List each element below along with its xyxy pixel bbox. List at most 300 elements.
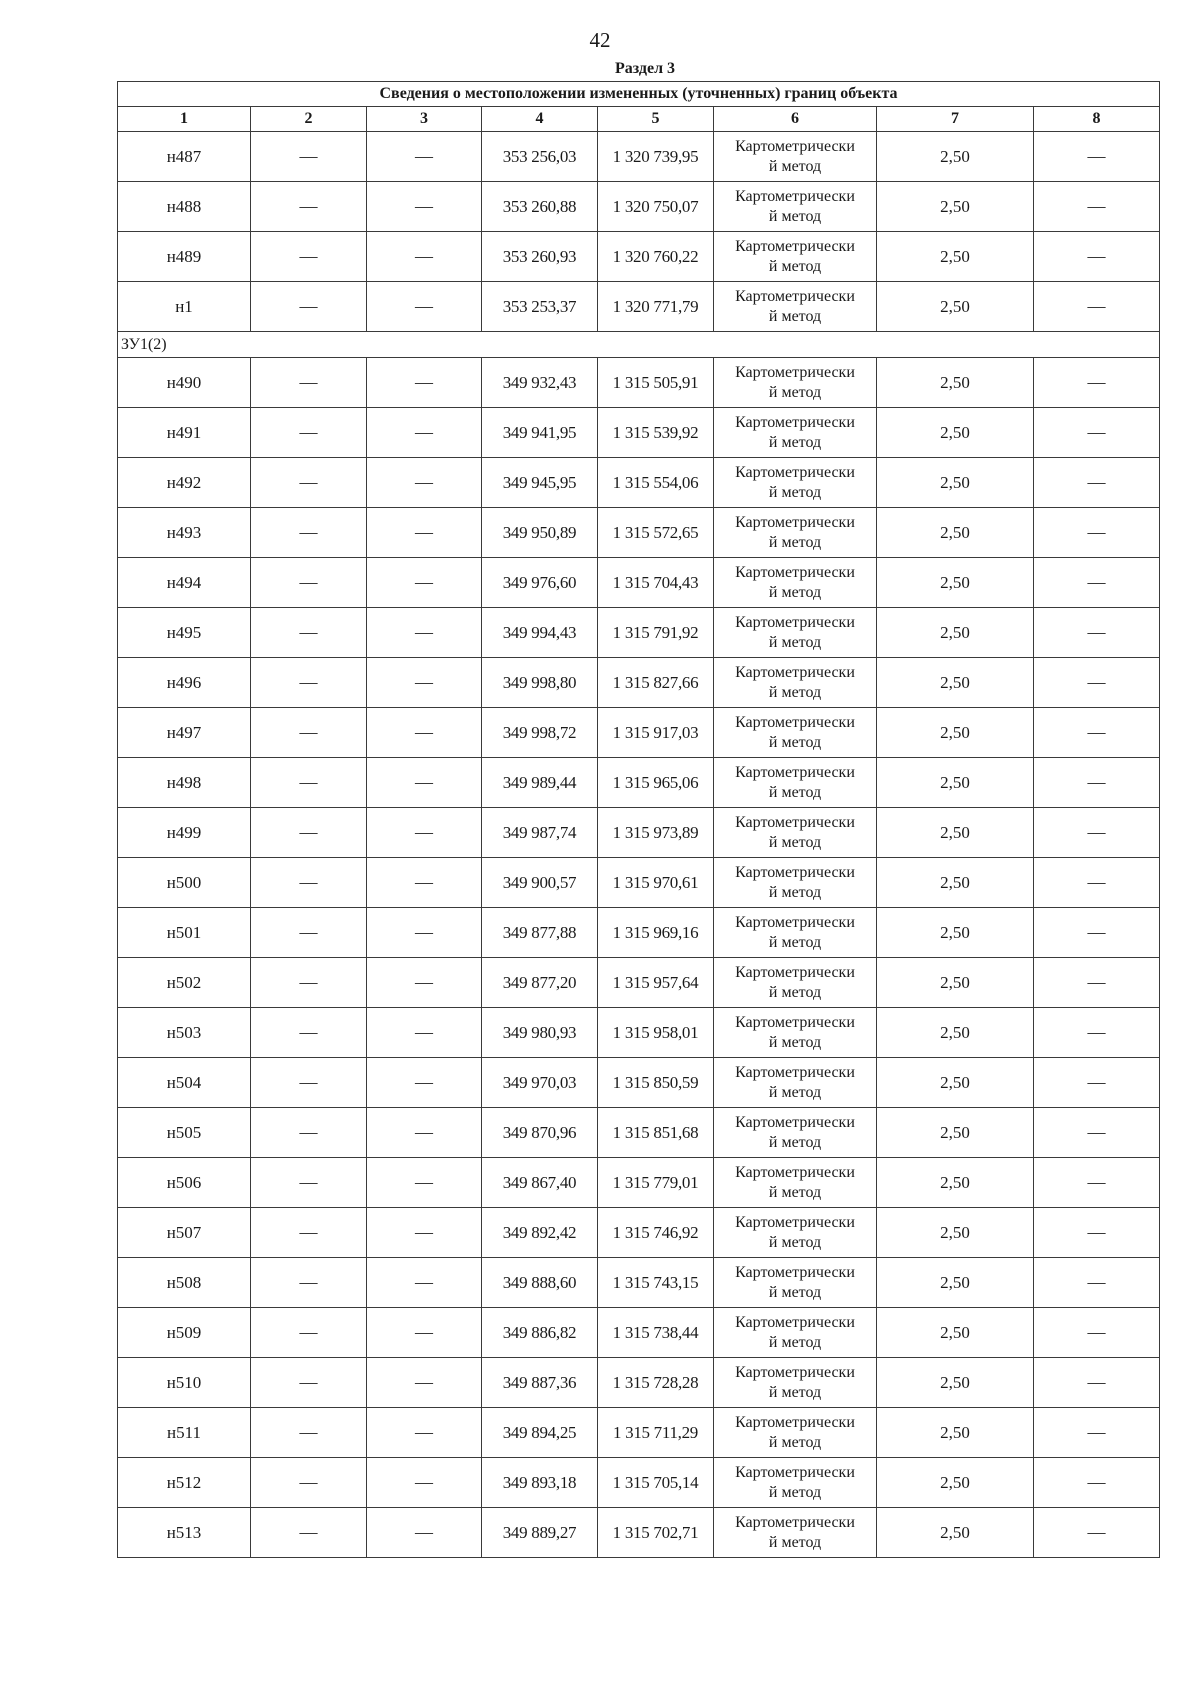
- point-cell: н513: [118, 1508, 251, 1558]
- col2-cell: —: [251, 608, 367, 658]
- x-coordinate-cell: 349 887,36: [482, 1358, 598, 1408]
- method-cell: [714, 1458, 877, 1508]
- y-coordinate-cell: 1 315 957,64: [598, 958, 714, 1008]
- column-number: 3: [367, 107, 482, 132]
- method-cell: [714, 1358, 877, 1408]
- y-coordinate-cell: 1 315 969,16: [598, 908, 714, 958]
- y-coordinate-cell: 1 315 917,03: [598, 708, 714, 758]
- col8-cell: —: [1034, 408, 1160, 458]
- col2-cell: —: [251, 508, 367, 558]
- col2-cell: —: [251, 408, 367, 458]
- accuracy-cell: 2,50: [877, 458, 1034, 508]
- point-cell: н487: [118, 132, 251, 182]
- method-line-2: й метод: [768, 483, 822, 501]
- x-coordinate-cell: 349 888,60: [482, 1258, 598, 1308]
- table-row: [118, 358, 1160, 408]
- method-cell: [714, 1408, 877, 1458]
- table-row: [118, 1358, 1160, 1408]
- method-line-1: Картометрически: [735, 1063, 855, 1081]
- method-line-2: й метод: [768, 433, 822, 451]
- x-coordinate-cell: 349 877,20: [482, 958, 598, 1008]
- method-line-2: й метод: [768, 1333, 822, 1351]
- method-cell: [714, 1108, 877, 1158]
- col3-cell: —: [367, 1208, 482, 1258]
- y-coordinate-cell: 1 320 760,22: [598, 232, 714, 282]
- method-line-2: й метод: [768, 307, 822, 325]
- col2-cell: —: [251, 708, 367, 758]
- col3-cell: —: [367, 1008, 482, 1058]
- x-coordinate-cell: 349 900,57: [482, 858, 598, 908]
- point-cell: н503: [118, 1008, 251, 1058]
- col2-cell: —: [251, 1208, 367, 1258]
- y-coordinate-cell: 1 315 973,89: [598, 808, 714, 858]
- method-line-1: Картометрически: [735, 413, 855, 431]
- method-cell: [714, 408, 877, 458]
- col2-cell: —: [251, 358, 367, 408]
- col3-cell: —: [367, 1258, 482, 1308]
- table-row: [118, 1108, 1160, 1158]
- method-line-2: й метод: [768, 1383, 822, 1401]
- col8-cell: —: [1034, 558, 1160, 608]
- accuracy-cell: 2,50: [877, 132, 1034, 182]
- method-cell: [714, 458, 877, 508]
- point-cell: н512: [118, 1458, 251, 1508]
- col3-cell: —: [367, 508, 482, 558]
- method-cell: [714, 558, 877, 608]
- col8-cell: —: [1034, 808, 1160, 858]
- accuracy-cell: 2,50: [877, 1158, 1034, 1208]
- y-coordinate-cell: 1 320 739,95: [598, 132, 714, 182]
- table-row: [118, 1008, 1160, 1058]
- point-cell: н507: [118, 1208, 251, 1258]
- table-row: [118, 608, 1160, 658]
- col2-cell: —: [251, 1358, 367, 1408]
- x-coordinate-cell: 349 970,03: [482, 1058, 598, 1108]
- method-line-1: Картометрически: [735, 763, 855, 781]
- x-coordinate-cell: 349 998,72: [482, 708, 598, 758]
- method-line-2: й метод: [768, 383, 822, 401]
- table-row: [118, 508, 1160, 558]
- method-cell: [714, 1208, 877, 1258]
- col3-cell: —: [367, 1508, 482, 1558]
- col2-cell: —: [251, 1158, 367, 1208]
- method-line-2: й метод: [768, 983, 822, 1001]
- method-line-2: й метод: [768, 157, 822, 175]
- accuracy-cell: 2,50: [877, 1058, 1034, 1108]
- point-cell: н495: [118, 608, 251, 658]
- col3-cell: —: [367, 658, 482, 708]
- x-coordinate-cell: 349 867,40: [482, 1158, 598, 1208]
- table-body-after-group: [118, 358, 1160, 1558]
- y-coordinate-cell: 1 315 743,15: [598, 1258, 714, 1308]
- col3-cell: —: [367, 1358, 482, 1408]
- col2-cell: —: [251, 458, 367, 508]
- method-line-2: й метод: [768, 883, 822, 901]
- method-line-2: й метод: [768, 1483, 822, 1501]
- point-cell: н509: [118, 1308, 251, 1358]
- col3-cell: —: [367, 808, 482, 858]
- point-cell: н490: [118, 358, 251, 408]
- col8-cell: —: [1034, 1458, 1160, 1508]
- table-row: [118, 1258, 1160, 1308]
- col8-cell: —: [1034, 282, 1160, 332]
- x-coordinate-cell: 349 987,74: [482, 808, 598, 858]
- x-coordinate-cell: 349 870,96: [482, 1108, 598, 1158]
- col8-cell: —: [1034, 608, 1160, 658]
- boundary-coordinates-table: [117, 81, 1160, 1558]
- accuracy-cell: 2,50: [877, 858, 1034, 908]
- point-cell: н492: [118, 458, 251, 508]
- accuracy-cell: 2,50: [877, 282, 1034, 332]
- col3-cell: —: [367, 758, 482, 808]
- x-coordinate-cell: 349 980,93: [482, 1008, 598, 1058]
- x-coordinate-cell: 349 932,43: [482, 358, 598, 408]
- point-cell: н510: [118, 1358, 251, 1408]
- table-row: [118, 1058, 1160, 1108]
- method-line-2: й метод: [768, 783, 822, 801]
- col8-cell: —: [1034, 758, 1160, 808]
- method-cell: [714, 908, 877, 958]
- method-line-2: й метод: [768, 533, 822, 551]
- point-cell: н500: [118, 858, 251, 908]
- col2-cell: —: [251, 182, 367, 232]
- col8-cell: —: [1034, 1508, 1160, 1558]
- method-line-1: Картометрически: [735, 187, 855, 205]
- y-coordinate-cell: 1 315 539,92: [598, 408, 714, 458]
- method-line-1: Картометрически: [735, 613, 855, 631]
- method-cell: [714, 808, 877, 858]
- y-coordinate-cell: 1 315 702,71: [598, 1508, 714, 1558]
- col2-cell: —: [251, 132, 367, 182]
- col8-cell: —: [1034, 958, 1160, 1008]
- method-line-1: Картометрически: [735, 1463, 855, 1481]
- col2-cell: —: [251, 908, 367, 958]
- column-number: 5: [598, 107, 714, 132]
- point-cell: н504: [118, 1058, 251, 1108]
- col3-cell: —: [367, 1458, 482, 1508]
- col3-cell: —: [367, 1308, 482, 1358]
- accuracy-cell: 2,50: [877, 608, 1034, 658]
- col2-cell: —: [251, 1508, 367, 1558]
- y-coordinate-cell: 1 315 572,65: [598, 508, 714, 558]
- point-cell: н493: [118, 508, 251, 558]
- col3-cell: —: [367, 132, 482, 182]
- y-coordinate-cell: 1 315 738,44: [598, 1308, 714, 1358]
- col2-cell: —: [251, 958, 367, 1008]
- table-header: [118, 82, 1160, 132]
- method-cell: [714, 708, 877, 758]
- column-numbers-row: [118, 107, 1160, 132]
- page-number: 42: [589, 28, 611, 52]
- method-line-2: й метод: [768, 1083, 822, 1101]
- y-coordinate-cell: 1 315 746,92: [598, 1208, 714, 1258]
- method-line-1: Картометрически: [735, 713, 855, 731]
- y-coordinate-cell: 1 315 958,01: [598, 1008, 714, 1058]
- group-section: [118, 332, 1160, 358]
- x-coordinate-cell: 353 256,03: [482, 132, 598, 182]
- col3-cell: —: [367, 358, 482, 408]
- x-coordinate-cell: 349 976,60: [482, 558, 598, 608]
- table-row: [118, 1408, 1160, 1458]
- column-number: 4: [482, 107, 598, 132]
- col2-cell: —: [251, 1258, 367, 1308]
- accuracy-cell: 2,50: [877, 658, 1034, 708]
- col3-cell: —: [367, 608, 482, 658]
- col3-cell: —: [367, 1058, 482, 1108]
- method-cell: [714, 758, 877, 808]
- accuracy-cell: 2,50: [877, 558, 1034, 608]
- method-line-1: Картометрически: [735, 963, 855, 981]
- col8-cell: —: [1034, 1058, 1160, 1108]
- method-line-1: Картометрически: [735, 363, 855, 381]
- table-row: [118, 132, 1160, 182]
- col3-cell: —: [367, 232, 482, 282]
- point-cell: н497: [118, 708, 251, 758]
- point-cell: н498: [118, 758, 251, 808]
- y-coordinate-cell: 1 315 851,68: [598, 1108, 714, 1158]
- col2-cell: —: [251, 1458, 367, 1508]
- col2-cell: —: [251, 1008, 367, 1058]
- accuracy-cell: 2,50: [877, 408, 1034, 458]
- accuracy-cell: 2,50: [877, 1258, 1034, 1308]
- accuracy-cell: 2,50: [877, 1308, 1034, 1358]
- col3-cell: —: [367, 908, 482, 958]
- x-coordinate-cell: 349 894,25: [482, 1408, 598, 1458]
- col8-cell: —: [1034, 508, 1160, 558]
- accuracy-cell: 2,50: [877, 1108, 1034, 1158]
- accuracy-cell: 2,50: [877, 1408, 1034, 1458]
- col8-cell: —: [1034, 1108, 1160, 1158]
- method-line-1: Картометрически: [735, 287, 855, 305]
- method-cell: [714, 232, 877, 282]
- point-cell: н502: [118, 958, 251, 1008]
- table-row: [118, 232, 1160, 282]
- col3-cell: —: [367, 182, 482, 232]
- table-row: [118, 458, 1160, 508]
- table-row: [118, 182, 1160, 232]
- table-row: [118, 1158, 1160, 1208]
- method-line-2: й метод: [768, 207, 822, 225]
- method-line-1: Картометрически: [735, 137, 855, 155]
- point-cell: н488: [118, 182, 251, 232]
- col3-cell: —: [367, 958, 482, 1008]
- col3-cell: —: [367, 1108, 482, 1158]
- method-line-1: Картометрически: [735, 863, 855, 881]
- col8-cell: —: [1034, 182, 1160, 232]
- x-coordinate-cell: 349 989,44: [482, 758, 598, 808]
- accuracy-cell: 2,50: [877, 1508, 1034, 1558]
- col2-cell: —: [251, 558, 367, 608]
- method-cell: [714, 1308, 877, 1358]
- x-coordinate-cell: 349 889,27: [482, 1508, 598, 1558]
- table-row: [118, 858, 1160, 908]
- col8-cell: —: [1034, 358, 1160, 408]
- point-cell: н489: [118, 232, 251, 282]
- col3-cell: —: [367, 282, 482, 332]
- x-coordinate-cell: 353 260,88: [482, 182, 598, 232]
- table-row: [118, 958, 1160, 1008]
- table-row: [118, 558, 1160, 608]
- accuracy-cell: 2,50: [877, 1008, 1034, 1058]
- point-cell: н511: [118, 1408, 251, 1458]
- table-row: [118, 1308, 1160, 1358]
- method-line-1: Картометрически: [735, 1013, 855, 1031]
- col3-cell: —: [367, 1408, 482, 1458]
- y-coordinate-cell: 1 315 791,92: [598, 608, 714, 658]
- method-cell: [714, 182, 877, 232]
- accuracy-cell: 2,50: [877, 182, 1034, 232]
- method-line-1: Картометрически: [735, 813, 855, 831]
- col2-cell: —: [251, 282, 367, 332]
- y-coordinate-cell: 1 315 711,29: [598, 1408, 714, 1458]
- method-cell: [714, 132, 877, 182]
- table-caption: Сведения о местоположении измененных (уточненных) границ объекта: [118, 82, 1160, 107]
- y-coordinate-cell: 1 315 965,06: [598, 758, 714, 808]
- method-line-2: й метод: [768, 1183, 822, 1201]
- point-cell: н499: [118, 808, 251, 858]
- method-cell: [714, 508, 877, 558]
- method-line-1: Картометрически: [735, 1363, 855, 1381]
- y-coordinate-cell: 1 315 704,43: [598, 558, 714, 608]
- accuracy-cell: 2,50: [877, 758, 1034, 808]
- method-cell: [714, 858, 877, 908]
- method-line-2: й метод: [768, 633, 822, 651]
- col2-cell: —: [251, 858, 367, 908]
- point-cell: н501: [118, 908, 251, 958]
- accuracy-cell: 2,50: [877, 1458, 1034, 1508]
- col8-cell: —: [1034, 132, 1160, 182]
- method-cell: [714, 358, 877, 408]
- y-coordinate-cell: 1 315 970,61: [598, 858, 714, 908]
- x-coordinate-cell: 353 253,37: [482, 282, 598, 332]
- method-line-1: Картометрически: [735, 913, 855, 931]
- method-line-1: Картометрически: [735, 1413, 855, 1431]
- table-row: [118, 908, 1160, 958]
- x-coordinate-cell: 349 893,18: [482, 1458, 598, 1508]
- col2-cell: —: [251, 658, 367, 708]
- section-title: Раздел 3: [614, 60, 676, 77]
- accuracy-cell: 2,50: [877, 708, 1034, 758]
- table-row: [118, 808, 1160, 858]
- col3-cell: —: [367, 558, 482, 608]
- method-line-1: Картометрически: [735, 1313, 855, 1331]
- col8-cell: —: [1034, 232, 1160, 282]
- x-coordinate-cell: 349 886,82: [482, 1308, 598, 1358]
- point-cell: н508: [118, 1258, 251, 1308]
- method-line-2: й метод: [768, 1283, 822, 1301]
- col8-cell: —: [1034, 1008, 1160, 1058]
- method-line-2: й метод: [768, 1533, 822, 1551]
- method-line-2: й метод: [768, 933, 822, 951]
- col3-cell: —: [367, 408, 482, 458]
- accuracy-cell: 2,50: [877, 908, 1034, 958]
- point-cell: н1: [118, 282, 251, 332]
- point-cell: н494: [118, 558, 251, 608]
- method-line-2: й метод: [768, 833, 822, 851]
- table-row: [118, 708, 1160, 758]
- y-coordinate-cell: 1 315 505,91: [598, 358, 714, 408]
- y-coordinate-cell: 1 320 771,79: [598, 282, 714, 332]
- table-row: [118, 1458, 1160, 1508]
- col8-cell: —: [1034, 458, 1160, 508]
- method-line-1: Картометрически: [735, 1513, 855, 1531]
- method-cell: [714, 1508, 877, 1558]
- col8-cell: —: [1034, 708, 1160, 758]
- method-line-2: й метод: [768, 1033, 822, 1051]
- x-coordinate-cell: 349 994,43: [482, 608, 598, 658]
- point-cell: н496: [118, 658, 251, 708]
- table-row: [118, 1508, 1160, 1558]
- x-coordinate-cell: 353 260,93: [482, 232, 598, 282]
- table-row: [118, 758, 1160, 808]
- col8-cell: —: [1034, 1408, 1160, 1458]
- col3-cell: —: [367, 858, 482, 908]
- group-label: ЗУ1(2): [118, 332, 1160, 358]
- method-line-2: й метод: [768, 257, 822, 275]
- col2-cell: —: [251, 1108, 367, 1158]
- accuracy-cell: 2,50: [877, 358, 1034, 408]
- method-cell: [714, 658, 877, 708]
- x-coordinate-cell: 349 892,42: [482, 1208, 598, 1258]
- table-row: [118, 282, 1160, 332]
- method-line-2: й метод: [768, 583, 822, 601]
- accuracy-cell: 2,50: [877, 232, 1034, 282]
- accuracy-cell: 2,50: [877, 508, 1034, 558]
- column-number: 8: [1034, 107, 1160, 132]
- method-line-1: Картометрически: [735, 1263, 855, 1281]
- col8-cell: —: [1034, 658, 1160, 708]
- method-cell: [714, 1008, 877, 1058]
- x-coordinate-cell: 349 877,88: [482, 908, 598, 958]
- col3-cell: —: [367, 458, 482, 508]
- method-line-2: й метод: [768, 1133, 822, 1151]
- method-line-2: й метод: [768, 1233, 822, 1251]
- y-coordinate-cell: 1 315 554,06: [598, 458, 714, 508]
- method-line-1: Картометрически: [735, 1213, 855, 1231]
- accuracy-cell: 2,50: [877, 1208, 1034, 1258]
- x-coordinate-cell: 349 945,95: [482, 458, 598, 508]
- col8-cell: —: [1034, 858, 1160, 908]
- table-row: [118, 1208, 1160, 1258]
- column-number: 1: [118, 107, 251, 132]
- method-cell: [714, 1258, 877, 1308]
- method-cell: [714, 1158, 877, 1208]
- col2-cell: —: [251, 1058, 367, 1108]
- method-line-1: Картометрически: [735, 563, 855, 581]
- method-cell: [714, 282, 877, 332]
- point-cell: н506: [118, 1158, 251, 1208]
- method-line-1: Картометрически: [735, 1113, 855, 1131]
- col8-cell: —: [1034, 1158, 1160, 1208]
- col2-cell: —: [251, 758, 367, 808]
- method-line-1: Картометрически: [735, 237, 855, 255]
- accuracy-cell: 2,50: [877, 1358, 1034, 1408]
- method-line-1: Картометрически: [735, 1163, 855, 1181]
- method-line-2: й метод: [768, 733, 822, 751]
- y-coordinate-cell: 1 315 705,14: [598, 1458, 714, 1508]
- table-row: [118, 658, 1160, 708]
- column-number: 2: [251, 107, 367, 132]
- x-coordinate-cell: 349 998,80: [482, 658, 598, 708]
- x-coordinate-cell: 349 941,95: [482, 408, 598, 458]
- x-coordinate-cell: 349 950,89: [482, 508, 598, 558]
- column-number: 6: [714, 107, 877, 132]
- method-cell: [714, 1058, 877, 1108]
- y-coordinate-cell: 1 315 728,28: [598, 1358, 714, 1408]
- method-line-1: Картометрически: [735, 513, 855, 531]
- method-cell: [714, 958, 877, 1008]
- method-line-2: й метод: [768, 683, 822, 701]
